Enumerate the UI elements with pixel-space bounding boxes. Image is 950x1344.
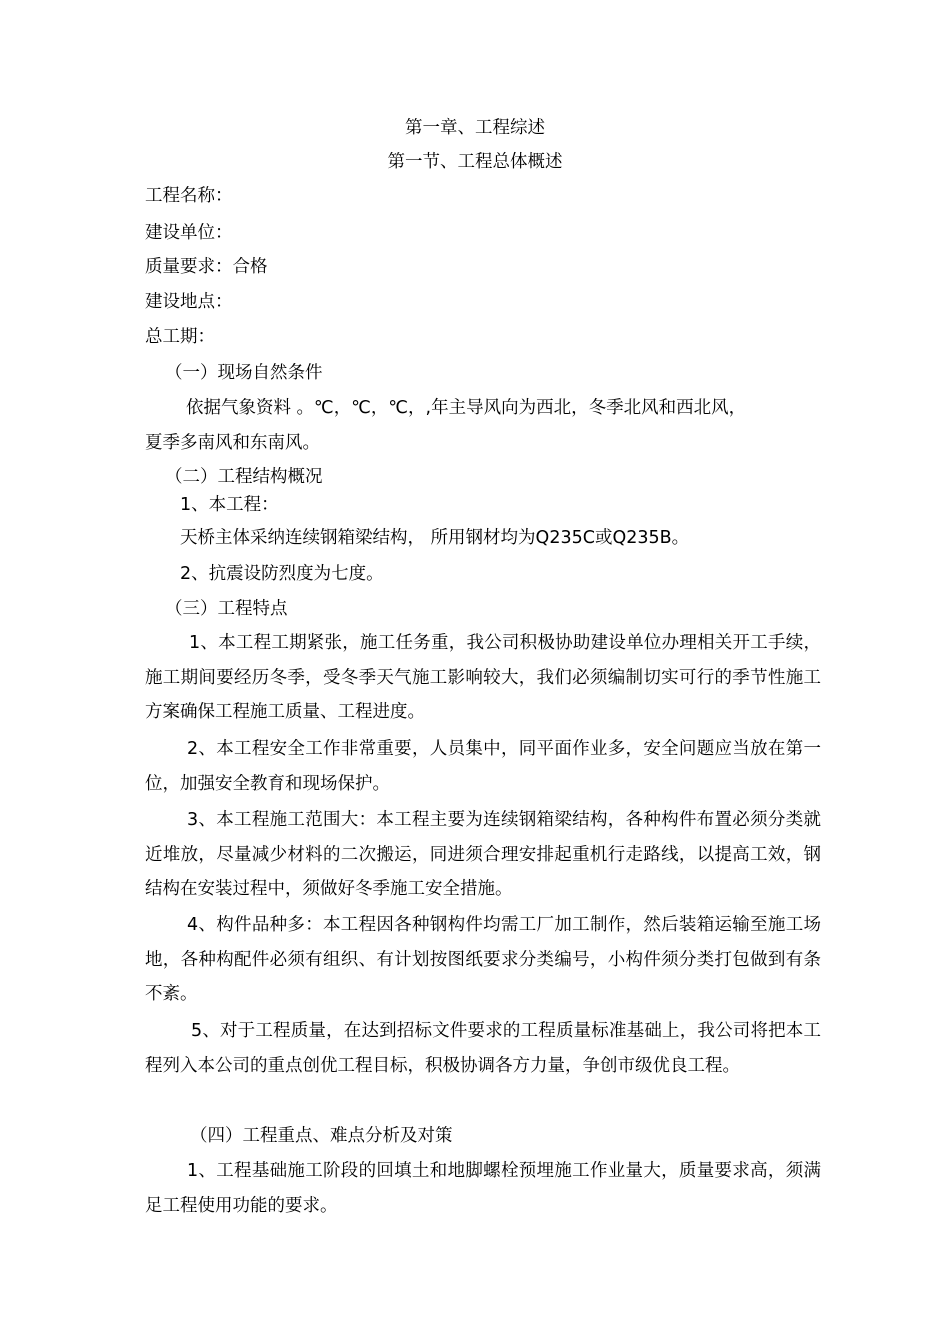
field-project-name: 工程名称： <box>145 186 233 206</box>
sub3-paragraph-5: 5、对于工程质量，在达到招标文件要求的工程质量标准基础上，我公司将把本工程列入本公司的重点创优工程目标，积极协调各方力量，争创市级优良工程。 <box>145 1021 821 1076</box>
sub2-heading: （二）工程结构概况 <box>165 467 323 487</box>
field-quality: 质量要求：合格 <box>145 257 268 277</box>
sub3-paragraph-1: 1、本工程工期紧张，施工任务重，我公司积极协助建设单位办理相关开工手续，施工期间要经历冬季，受冬季天气施工影响较大，我们必须编制切实可行的季节性施工方案确保工程施工质量、工程进度。 <box>145 633 821 722</box>
sub3-paragraph-3: 3、本工程施工范围大：本工程主要为连续钢箱梁结构，各种构件布置必须分类就近堆放，尽量减少材料的二次搬运，同进须合理安排起重机行走路线，以提高工效，钢结构在安装过程中，须做好冬季施工安全措施。 <box>145 810 821 899</box>
sub1-line1: 依据气象资料 。℃，℃，℃，,年主导风向为西北，冬季北风和西北风， <box>186 398 747 418</box>
sub2-item1-text: 天桥主体采纳连续钢箱梁结构， 所用钢材均为Q235C或Q235B。 <box>180 528 690 548</box>
sub4-heading: （四）工程重点、难点分析及对策 <box>190 1126 453 1146</box>
sub4-paragraph-1: 1、工程基础施工阶段的回填土和地脚螺栓预埋施工作业量大，质量要求高，须满足工程使用功能的要求。 <box>145 1161 821 1216</box>
sub2-item1: 1、本工程： <box>180 495 279 515</box>
sub1-heading: （一）现场自然条件 <box>165 363 323 383</box>
section-title: 第一节、工程总体概述 <box>387 152 563 172</box>
sub1-line2: 夏季多南风和东南风。 <box>145 433 320 453</box>
chapter-title: 第一章、工程综述 <box>405 118 545 138</box>
sub3-paragraph-4: 4、构件品种多：本工程因各种钢构件均需工厂加工制作，然后装箱运输至施工场地，各种构配件必须有组织、有计划按图纸要求分类编号，小构件须分类打包做到有条不紊。 <box>145 915 821 1004</box>
sub3-paragraph-2: 2、本工程安全工作非常重要，人员集中，同平面作业多，安全问题应当放在第一位，加强安全教育和现场保护。 <box>145 739 821 794</box>
field-owner: 建设单位： <box>145 223 233 243</box>
sub2-item2: 2、抗震设防烈度为七度。 <box>180 564 384 584</box>
field-location: 建设地点： <box>145 292 233 312</box>
field-duration: 总工期： <box>145 327 215 347</box>
sub3-heading: （三）工程特点 <box>165 599 288 619</box>
